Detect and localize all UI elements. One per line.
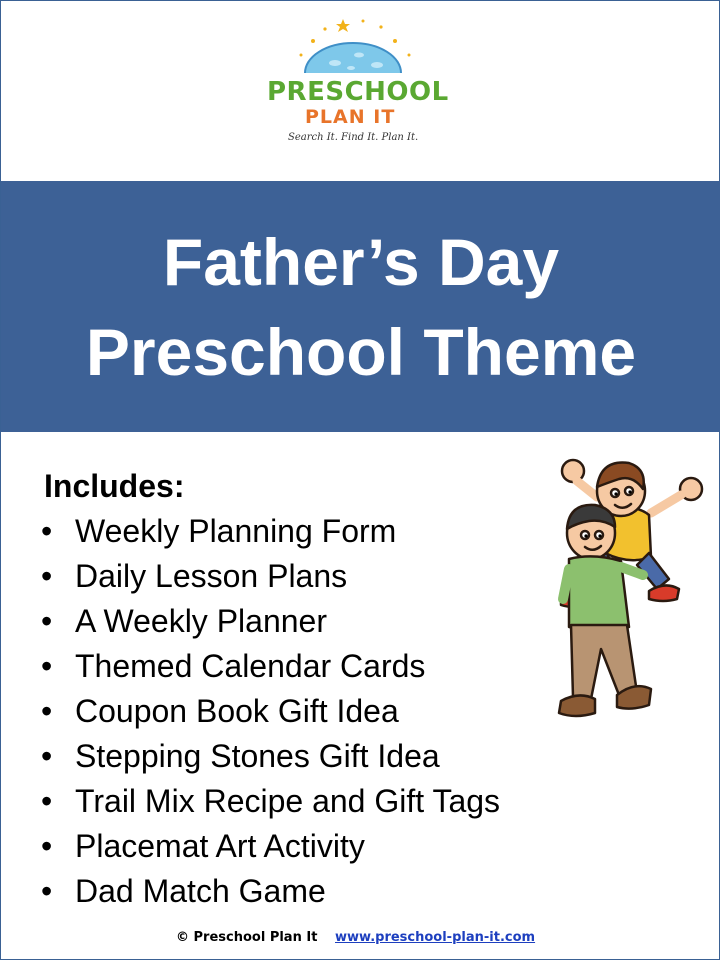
includes-list: [41, 511, 500, 916]
list-item-label: A Weekly Planner: [75, 603, 327, 639]
title-line-2: Preschool Theme: [85, 315, 637, 389]
bullet: •: [41, 603, 53, 639]
list-item: [41, 601, 500, 646]
bullet: •: [41, 648, 53, 684]
preschool-plan-it-logo: [263, 15, 453, 143]
logo-tagline: Search It. Find It. Plan It.: [288, 132, 419, 143]
list-item: [41, 646, 500, 691]
includes-heading: Includes:: [44, 468, 185, 504]
list-item: [41, 871, 500, 916]
list-item-label: Stepping Stones Gift Idea: [75, 738, 440, 774]
bullet: •: [41, 828, 53, 864]
logo-wordmark-preschool: PRESCHOOL: [267, 77, 449, 107]
bullet: •: [41, 783, 53, 819]
list-item: [41, 511, 500, 556]
father-carrying-child-icon: [539, 449, 711, 729]
website-link[interactable]: www.preschool-plan-it.com: [335, 930, 536, 945]
title-line-1: Father’s Day: [162, 225, 560, 299]
list-item: [41, 556, 500, 601]
list-item-label: Daily Lesson Plans: [75, 558, 348, 594]
list-item-label: Themed Calendar Cards: [75, 648, 426, 684]
title-banner: [1, 181, 720, 432]
bullet: •: [41, 738, 53, 774]
list-item-label: Trail Mix Recipe and Gift Tags: [75, 783, 501, 819]
list-item-label: Placemat Art Activity: [75, 828, 365, 864]
copyright-text: © Preschool Plan It: [176, 930, 318, 945]
list-item: [41, 691, 500, 736]
bullet: •: [41, 558, 53, 594]
list-item: [41, 826, 500, 871]
logo-wordmark-plan-it: PLAN IT: [305, 106, 396, 128]
bullet: •: [41, 693, 53, 729]
list-item-label: Dad Match Game: [75, 873, 326, 909]
list-item: [41, 781, 500, 826]
bullet: •: [41, 513, 53, 549]
bullet: •: [41, 873, 53, 909]
list-item: [41, 736, 500, 781]
list-item-label: Weekly Planning Form: [75, 513, 397, 549]
list-item-label: Coupon Book Gift Idea: [75, 693, 399, 729]
